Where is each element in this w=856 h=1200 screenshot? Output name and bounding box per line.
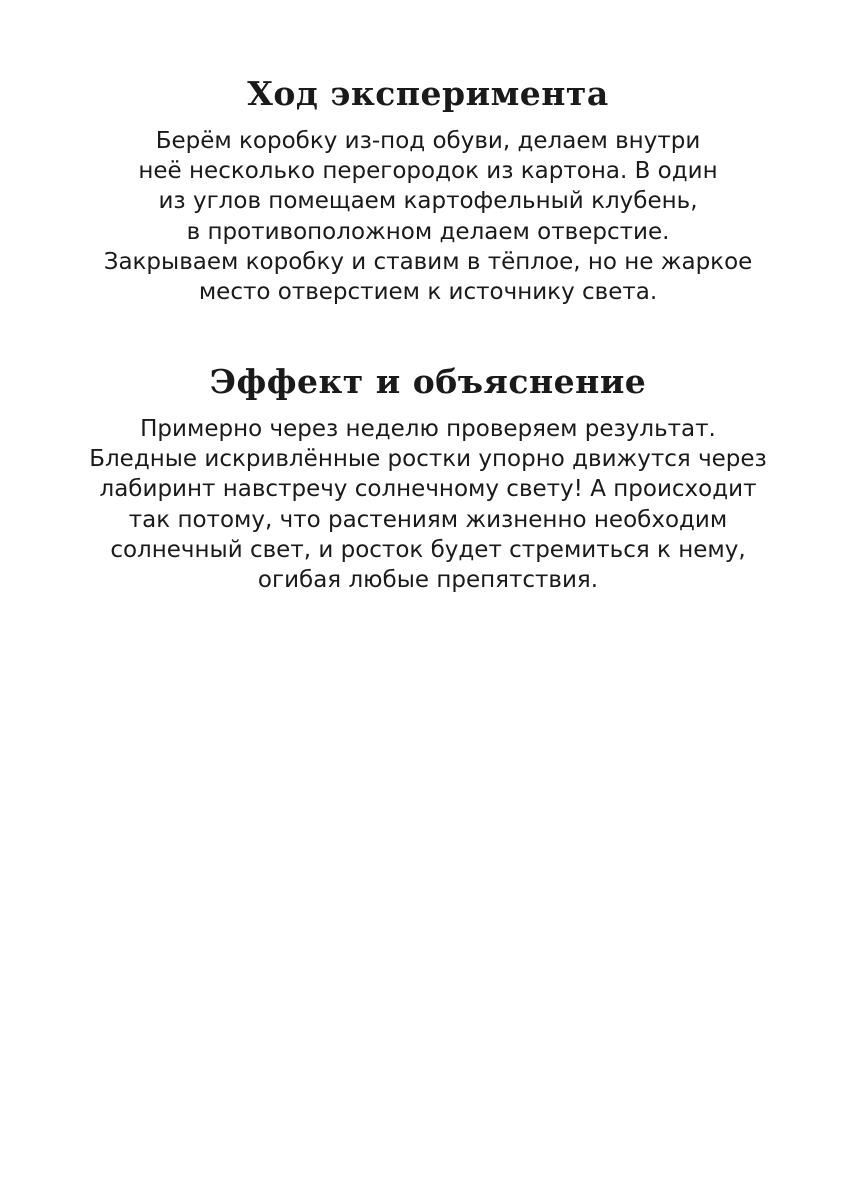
experiment-line: Закрываем коробку и ставим в тёплое, но не жаркое xyxy=(103,248,753,275)
experiment-heading: Ход эксперимента xyxy=(247,74,609,113)
effect-line: огибая любые препятствия. xyxy=(257,567,599,594)
effect-line: Примерно через неделю проверяем результат. xyxy=(140,416,716,442)
effect-line: солнечный свет, и росток будет стремиться к нему, xyxy=(110,536,746,563)
effect-section xyxy=(0,360,856,595)
effect-line: лабиринт навстречу солнечному свету! А происходит xyxy=(99,476,757,503)
experiment-paragraph xyxy=(0,126,856,307)
experiment-line: из углов помещаем картофельный клубень, xyxy=(158,188,698,215)
experiment-line: в противоположном делаем отверстие. xyxy=(186,218,670,245)
experiment-line: Берём коробку из-под обуви, делаем внутри xyxy=(155,128,701,154)
effect-line: так потому, что растениям жизненно необходим xyxy=(128,506,728,533)
experiment-line: неё несколько перегородок из картона. В один xyxy=(138,158,718,185)
experiment-line: место отверстием к источнику света. xyxy=(198,279,658,306)
effect-paragraph xyxy=(0,414,856,595)
effect-heading: Эффект и объяснение xyxy=(209,362,647,401)
effect-line: Бледные искривлённые ростки упорно движутся через xyxy=(89,446,767,473)
experiment-section xyxy=(0,72,856,307)
